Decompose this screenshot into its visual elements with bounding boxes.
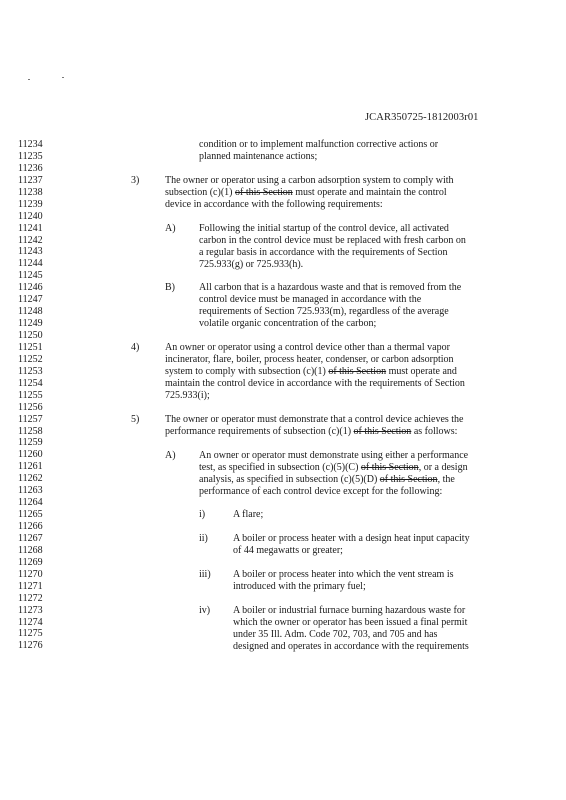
text-segment: Following the initial startup of the control device, all activated <box>199 222 449 234</box>
text-segment: requirements of Section 725.933(m), regardless of the average <box>199 306 449 318</box>
text-segment: All carbon that is a hazardous waste and that is removed from the <box>199 282 462 294</box>
line-number: 11255 <box>18 389 43 401</box>
text-line <box>199 486 442 498</box>
text-segment: must operate and maintain the control <box>292 186 447 198</box>
text-segment: must operate and <box>386 366 457 378</box>
text-line <box>165 199 383 211</box>
list-marker: 4) <box>131 342 140 354</box>
list-marker: ii) <box>199 533 208 545</box>
line-number: 11270 <box>18 568 43 580</box>
line-number: 11274 <box>18 616 43 628</box>
text-line <box>233 509 263 521</box>
text-line <box>199 259 303 271</box>
text-line <box>199 306 449 318</box>
list-marker: 3) <box>131 174 140 186</box>
text-segment: A flare; <box>233 509 264 521</box>
text-line <box>199 223 449 235</box>
line-number: 11239 <box>18 198 43 210</box>
line-number: 11234 <box>18 139 43 150</box>
text-segment: a regular basis in accordance with the requirements of Section <box>199 246 448 258</box>
line-number: 11261 <box>18 461 43 473</box>
text-segment: An owner or operator using a control device other than a thermal vapor <box>165 342 450 354</box>
text-line <box>165 354 454 366</box>
line-number: 11275 <box>18 628 43 640</box>
line-number: 11238 <box>18 186 43 198</box>
text-segment: as follows: <box>411 425 458 437</box>
text-line <box>165 366 457 378</box>
text-line <box>199 247 448 259</box>
text-segment: A boiler or process heater with a design heat input capacity <box>233 533 470 545</box>
line-number: 11260 <box>18 449 43 461</box>
list-marker: iv) <box>199 605 211 617</box>
line-number: 11262 <box>18 473 43 485</box>
text-segment: planned maintenance actions; <box>199 150 318 162</box>
text-line <box>165 414 464 426</box>
text-line <box>165 187 447 199</box>
line-number: 11244 <box>18 258 43 270</box>
text-segment: A boiler or industrial furnace burning hazardous waste for <box>233 605 466 617</box>
line-number: 11258 <box>18 425 43 437</box>
line-number: 11248 <box>18 306 43 318</box>
text-line <box>199 139 438 151</box>
text-segment: test, as specified in subsection (c)(5)(C) <box>199 461 361 473</box>
line-number: 11235 <box>18 150 43 162</box>
text-segment: carbon in the control device must be replaced with fresh carbon on <box>199 234 466 246</box>
text-line <box>199 151 317 163</box>
line-number: 11276 <box>18 640 43 652</box>
list-marker: 5) <box>131 413 140 425</box>
line-number: 11246 <box>18 282 43 294</box>
text-segment: which the owner or operator has been issued a final permit <box>233 617 468 628</box>
list-marker: iii) <box>199 569 211 581</box>
text-segment: introduced with the primary fuel; <box>233 581 366 593</box>
text-segment: device in accordance with the following requirements: <box>165 198 383 210</box>
text-line <box>165 378 465 390</box>
line-number: 11237 <box>18 174 43 186</box>
text-segment: performance of each control device except for the following: <box>199 485 443 497</box>
text-line <box>233 617 467 629</box>
text-segment: An owner or operator must demonstrate using either a performance <box>199 449 469 461</box>
text-line <box>199 318 376 330</box>
line-number: 11265 <box>18 509 43 521</box>
text-segment: 725.933(g) or 725.933(h). <box>199 258 304 270</box>
list-marker: A) <box>165 222 176 234</box>
line-number: 11241 <box>18 222 43 234</box>
line-number: 11236 <box>18 162 43 174</box>
text-line <box>165 175 454 187</box>
line-number: 11251 <box>18 341 43 353</box>
line-number: 11247 <box>18 294 43 306</box>
struck-text: of this Section <box>379 473 438 485</box>
text-segment: 725.933(i); <box>165 389 210 401</box>
line-number: 11249 <box>18 318 43 330</box>
text-line <box>233 533 470 545</box>
line-number: 11256 <box>18 401 43 413</box>
document-id: JCAR350725-1812003r01 <box>365 112 479 123</box>
text-line <box>199 235 466 247</box>
text-segment: under 35 Ill. Adm. Code 702, 703, and 705 and has <box>233 628 438 640</box>
line-number: 11273 <box>18 604 43 616</box>
text-line <box>233 545 343 557</box>
line-number: 11264 <box>18 497 43 509</box>
text-segment: , or a design <box>418 461 468 473</box>
text-line <box>233 605 465 617</box>
text-line <box>233 581 366 593</box>
struck-text: of this Section <box>353 425 412 437</box>
line-number: 11252 <box>18 353 43 365</box>
struck-text: of this Section <box>234 186 293 198</box>
line-number: 11254 <box>18 377 43 389</box>
text-line <box>199 462 468 474</box>
text-line <box>165 390 210 402</box>
text-line <box>165 426 457 438</box>
line-number: 11250 <box>18 330 43 341</box>
line-number: 11245 <box>18 270 43 282</box>
line-number: 11269 <box>18 556 43 568</box>
line-number: 11271 <box>18 580 43 592</box>
line-number: 11240 <box>18 210 43 222</box>
line-number: 11242 <box>18 234 43 246</box>
text-line <box>165 342 450 354</box>
text-segment: The owner or operator must demonstrate that a control device achieves the <box>165 413 464 425</box>
line-number: 11266 <box>18 521 43 532</box>
list-marker: A) <box>165 449 176 461</box>
line-number: 11263 <box>18 485 43 497</box>
line-number: 11257 <box>18 413 43 425</box>
text-segment: analysis, as specified in subsection (c)(5)(D) <box>199 473 380 485</box>
text-line <box>233 629 437 641</box>
text-segment: , the <box>437 473 455 485</box>
struck-text: of this Section <box>360 461 419 473</box>
text-line <box>199 450 468 462</box>
line-number: 11259 <box>18 437 43 449</box>
text-segment: The owner or operator using a carbon adsorption system to comply with <box>165 174 454 186</box>
text-segment: volatile organic concentration of the carbon; <box>199 318 377 330</box>
list-marker: B) <box>165 282 175 294</box>
text-line <box>233 641 469 653</box>
text-line <box>199 294 421 306</box>
line-number: 11243 <box>18 246 43 258</box>
text-segment: designed and operates in accordance with the requirements <box>233 640 469 652</box>
line-number: 11272 <box>18 592 43 604</box>
list-marker: i) <box>199 509 206 521</box>
text-segment: subsection (c)(1) <box>165 186 235 198</box>
text-segment: condition or to implement malfunction corrective actions or <box>199 139 439 150</box>
text-line <box>199 474 455 486</box>
line-number: 11267 <box>18 532 43 544</box>
text-segment: of 44 megawatts or greater; <box>233 545 343 557</box>
text-segment: incinerator, flare, boiler, process heater, condenser, or carbon adsorption <box>165 354 454 366</box>
text-segment: system to comply with subsection (c)(1) <box>165 366 329 378</box>
text-segment: control device must be managed in accordance with the <box>199 294 422 306</box>
text-segment: maintain the control device in accordance with the requirements of Section <box>165 378 465 389</box>
struck-text: of this Section <box>328 366 387 378</box>
text-segment: A boiler or process heater into which the vent stream is <box>233 569 454 581</box>
text-line <box>199 282 461 294</box>
line-number: 11268 <box>18 544 43 556</box>
line-number: 11253 <box>18 365 43 377</box>
text-line <box>233 569 454 581</box>
text-segment: performance requirements of subsection (c)(1) <box>165 425 354 437</box>
